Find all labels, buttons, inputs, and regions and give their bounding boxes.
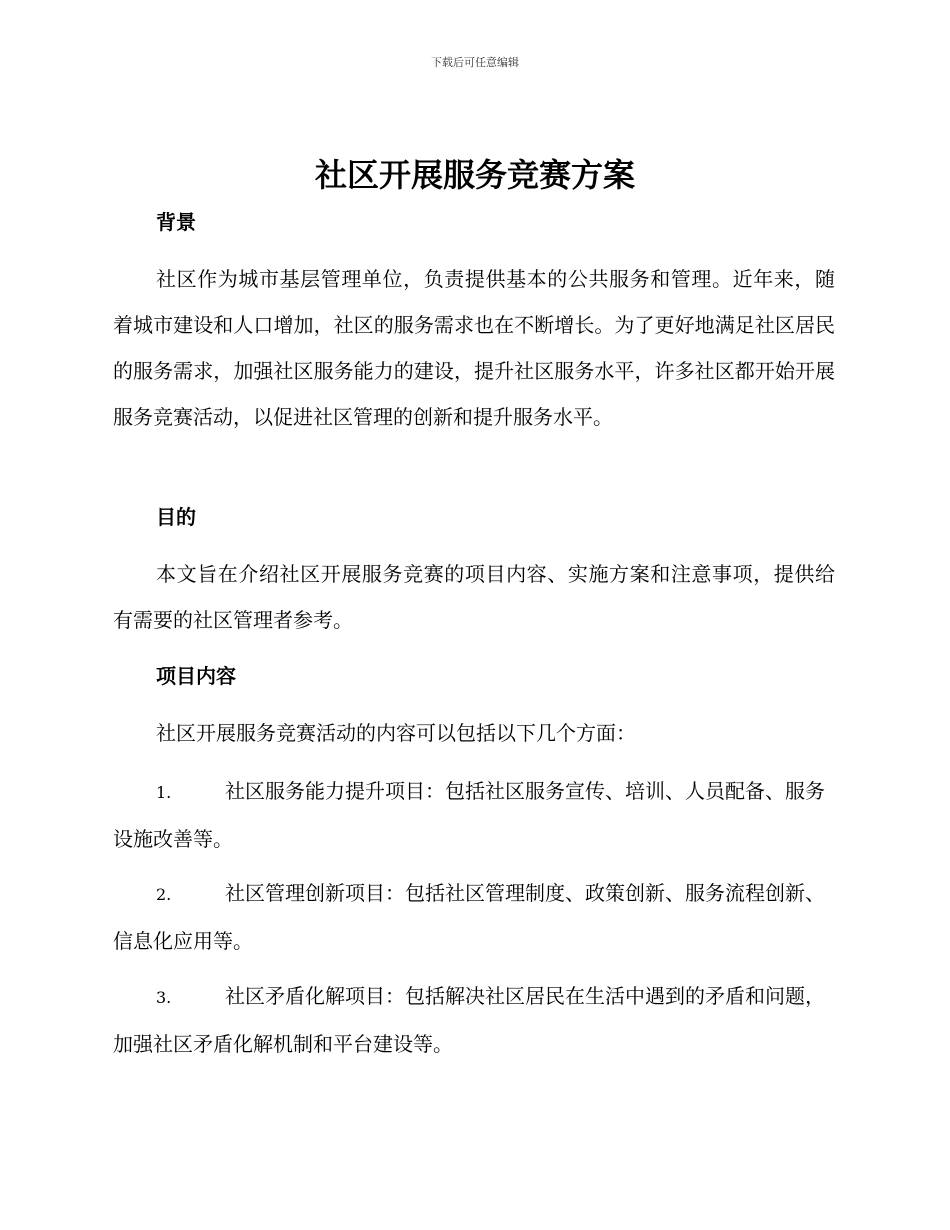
list-item-number: 3. bbox=[156, 988, 172, 1007]
section-heading-purpose: 目的 bbox=[156, 505, 196, 529]
list-item-number: 2. bbox=[156, 885, 172, 904]
paragraph-background: 社区作为城市基层管理单位，负责提供基本的公共服务和管理。近年来，随着城市建设和人口增加，社区的服务需求也在不断增长。为了更好地满足社区居民的服务需求，加强社区服务能力的建设，提升社区服务水平，许多社区都开始开展服务竞赛活动，以促进社区管理的创新和提升服务水平。 bbox=[113, 267, 835, 429]
section-heading-content: 项目内容 bbox=[156, 664, 236, 688]
header-note: 下载后可任意编辑 bbox=[431, 56, 519, 69]
list-item-number: 1. bbox=[156, 783, 172, 802]
list-item-text: 社区矛盾化解项目：包括解决社区居民在生活中遇到的矛盾和问题，加强社区矛盾化解机制和平台建设等。 bbox=[113, 984, 825, 1056]
paragraph-purpose: 本文旨在介绍社区开展服务竞赛的项目内容、实施方案和注意事项，提供给有需要的社区管理者参考。 bbox=[113, 562, 835, 632]
document-title: 社区开展服务竞赛方案 bbox=[314, 156, 635, 194]
list-item-text: 社区服务能力提升项目：包括社区服务宣传、培训、人员配备、服务设施改善等。 bbox=[113, 779, 825, 851]
paragraph-content-intro: 社区开展服务竞赛活动的内容可以包括以下几个方面： bbox=[156, 721, 636, 745]
list-item bbox=[113, 973, 835, 1067]
list-item bbox=[113, 870, 835, 964]
section-heading-background: 背景 bbox=[156, 210, 196, 234]
list-item bbox=[113, 768, 835, 862]
list-item-text: 社区管理创新项目：包括社区管理制度、政策创新、服务流程创新、信息化应用等。 bbox=[113, 881, 825, 953]
